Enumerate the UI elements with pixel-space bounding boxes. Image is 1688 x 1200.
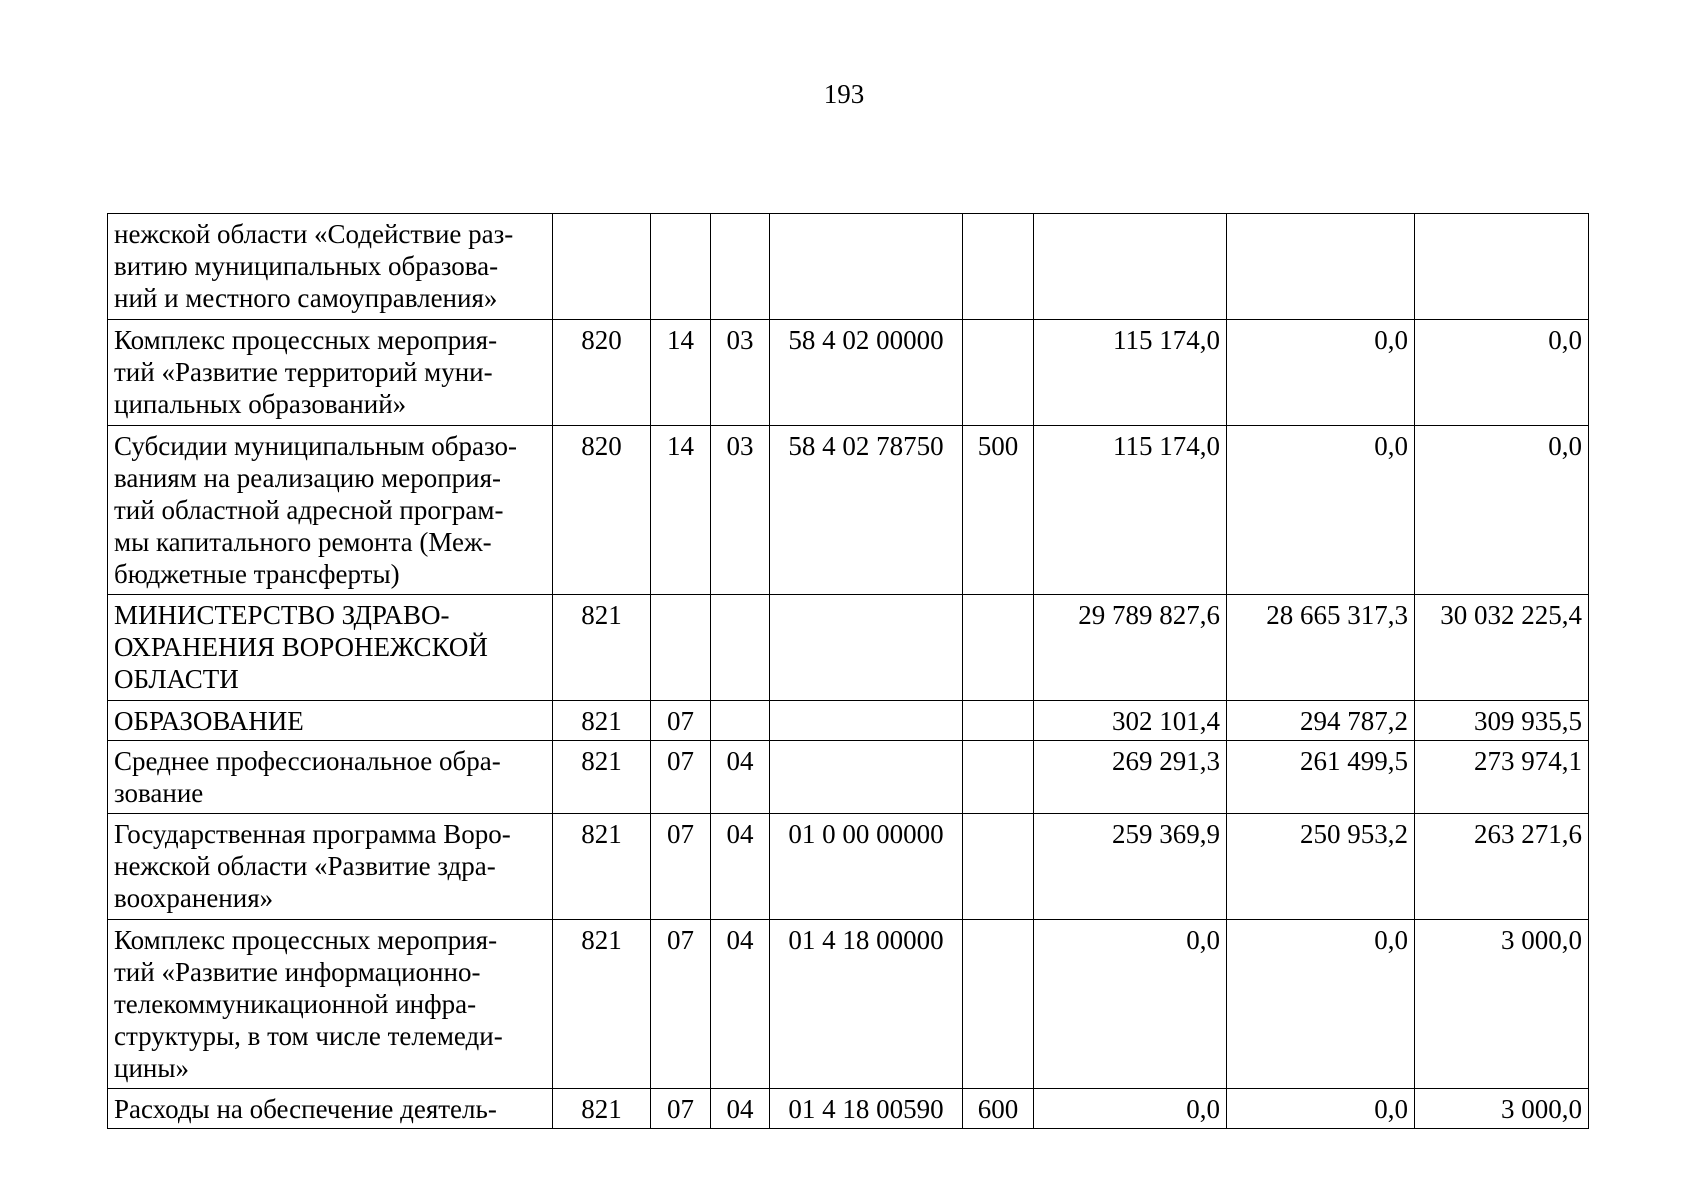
item-name-cell — [108, 320, 553, 426]
amount-year3-cell: 0,0 — [1415, 426, 1589, 595]
section-cell — [651, 595, 711, 701]
item-name-line: ципальных образований» — [114, 389, 407, 419]
section-cell: 07 — [651, 1089, 711, 1129]
table-row — [108, 595, 1589, 701]
item-name-line: ОБЛАСТИ — [114, 664, 239, 694]
amount-year3-cell: 30 032 225,4 — [1415, 595, 1589, 701]
section-cell: 14 — [651, 426, 711, 595]
amount-year3-cell: 263 271,6 — [1415, 814, 1589, 920]
item-name-line: тий «Развитие информационно- — [114, 957, 481, 987]
amount-year1-cell: 259 369,9 — [1034, 814, 1227, 920]
amount-year1-cell: 302 101,4 — [1034, 701, 1227, 741]
item-name-line: цины» — [114, 1053, 189, 1083]
item-name-line: Расходы на обеспечение деятель- — [114, 1094, 497, 1124]
item-name-line: ний и местного самоуправления» — [114, 283, 498, 313]
expense-type-cell — [963, 214, 1034, 320]
expense-type-cell — [963, 920, 1034, 1089]
item-name-cell — [108, 814, 553, 920]
section-cell: 14 — [651, 320, 711, 426]
expense-type-cell — [963, 814, 1034, 920]
grbs-cell: 820 — [553, 426, 651, 595]
target-article-cell: 58 4 02 78750 — [770, 426, 963, 595]
table-row — [108, 741, 1589, 814]
target-article-cell — [770, 701, 963, 741]
item-name-cell — [108, 1089, 553, 1129]
grbs-cell: 820 — [553, 320, 651, 426]
table-row — [108, 920, 1589, 1089]
target-article-cell: 01 4 18 00000 — [770, 920, 963, 1089]
item-name-line: ОБРАЗОВАНИЕ — [114, 706, 304, 736]
section-cell: 07 — [651, 741, 711, 814]
subsection-cell: 03 — [711, 426, 770, 595]
grbs-cell: 821 — [553, 595, 651, 701]
amount-year3-cell: 273 974,1 — [1415, 741, 1589, 814]
expense-type-cell — [963, 320, 1034, 426]
item-name-cell — [108, 701, 553, 741]
subsection-cell — [711, 701, 770, 741]
subsection-cell: 04 — [711, 814, 770, 920]
amount-year3-cell: 0,0 — [1415, 320, 1589, 426]
grbs-cell: 821 — [553, 741, 651, 814]
item-name-line: зование — [114, 778, 204, 808]
item-name-line: воохранения» — [114, 883, 274, 913]
grbs-cell — [553, 214, 651, 320]
subsection-cell: 04 — [711, 1089, 770, 1129]
item-name-cell — [108, 426, 553, 595]
item-name-line: тий областной адресной програм- — [114, 495, 504, 525]
item-name-cell — [108, 920, 553, 1089]
item-name-line: нежской области «Содействие раз- — [114, 219, 514, 249]
amount-year1-cell: 0,0 — [1034, 1089, 1227, 1129]
table-row — [108, 426, 1589, 595]
amount-year2-cell: 250 953,2 — [1227, 814, 1415, 920]
subsection-cell: 04 — [711, 920, 770, 1089]
item-name-line: ваниям на реализацию мероприя- — [114, 463, 502, 493]
amount-year1-cell — [1034, 214, 1227, 320]
target-article-cell: 01 4 18 00590 — [770, 1089, 963, 1129]
amount-year2-cell: 261 499,5 — [1227, 741, 1415, 814]
amount-year1-cell: 115 174,0 — [1034, 320, 1227, 426]
amount-year2-cell — [1227, 214, 1415, 320]
item-name-line: Субсидии муниципальным образо- — [114, 431, 518, 461]
amount-year2-cell: 28 665 317,3 — [1227, 595, 1415, 701]
grbs-cell: 821 — [553, 814, 651, 920]
target-article-cell: 58 4 02 00000 — [770, 320, 963, 426]
item-name-cell — [108, 214, 553, 320]
amount-year1-cell: 0,0 — [1034, 920, 1227, 1089]
item-name-cell — [108, 741, 553, 814]
item-name-line: витию муниципальных образова- — [114, 251, 499, 281]
item-name-line: бюджетные трансферты) — [114, 559, 400, 589]
target-article-cell — [770, 595, 963, 701]
item-name-line: Комплекс процессных мероприя- — [114, 325, 498, 355]
section-cell — [651, 214, 711, 320]
item-name-line: нежской области «Развитие здра- — [114, 851, 496, 881]
budget-table — [107, 213, 1589, 1129]
table-row — [108, 320, 1589, 426]
target-article-cell — [770, 741, 963, 814]
subsection-cell: 04 — [711, 741, 770, 814]
amount-year2-cell: 0,0 — [1227, 1089, 1415, 1129]
item-name-line: ОХРАНЕНИЯ ВОРОНЕЖСКОЙ — [114, 632, 488, 662]
subsection-cell — [711, 595, 770, 701]
section-cell: 07 — [651, 701, 711, 741]
amount-year1-cell: 115 174,0 — [1034, 426, 1227, 595]
section-cell: 07 — [651, 814, 711, 920]
table-row — [108, 814, 1589, 920]
amount-year1-cell: 29 789 827,6 — [1034, 595, 1227, 701]
amount-year3-cell: 3 000,0 — [1415, 1089, 1589, 1129]
target-article-cell: 01 0 00 00000 — [770, 814, 963, 920]
item-name-line: Государственная программа Воро- — [114, 819, 511, 849]
grbs-cell: 821 — [553, 701, 651, 741]
expense-type-cell: 500 — [963, 426, 1034, 595]
amount-year2-cell: 0,0 — [1227, 320, 1415, 426]
grbs-cell: 821 — [553, 920, 651, 1089]
item-name-line: телекоммуникационной инфра- — [114, 989, 477, 1019]
subsection-cell: 03 — [711, 320, 770, 426]
item-name-line: мы капитального ремонта (Меж- — [114, 527, 492, 557]
item-name-cell — [108, 595, 553, 701]
amount-year2-cell: 294 787,2 — [1227, 701, 1415, 741]
expense-type-cell — [963, 595, 1034, 701]
page-number: 193 — [823, 79, 865, 109]
target-article-cell — [770, 214, 963, 320]
table-row — [108, 214, 1589, 320]
section-cell: 07 — [651, 920, 711, 1089]
subsection-cell — [711, 214, 770, 320]
grbs-cell: 821 — [553, 1089, 651, 1129]
amount-year3-cell: 3 000,0 — [1415, 920, 1589, 1089]
table-body — [108, 214, 1589, 1129]
table-row — [108, 1089, 1589, 1129]
item-name-line: структуры, в том числе телемеди- — [114, 1021, 503, 1051]
amount-year3-cell: 309 935,5 — [1415, 701, 1589, 741]
item-name-line: МИНИСТЕРСТВО ЗДРАВО- — [114, 600, 450, 630]
item-name-line: тий «Развитие территорий муни- — [114, 357, 493, 387]
item-name-line: Комплекс процессных мероприя- — [114, 925, 498, 955]
expense-type-cell — [963, 701, 1034, 741]
amount-year1-cell: 269 291,3 — [1034, 741, 1227, 814]
item-name-line: Среднее профессиональное обра- — [114, 746, 501, 776]
table-row — [108, 701, 1589, 741]
expense-type-cell: 600 — [963, 1089, 1034, 1129]
amount-year2-cell: 0,0 — [1227, 920, 1415, 1089]
amount-year3-cell — [1415, 214, 1589, 320]
expense-type-cell — [963, 741, 1034, 814]
amount-year2-cell: 0,0 — [1227, 426, 1415, 595]
